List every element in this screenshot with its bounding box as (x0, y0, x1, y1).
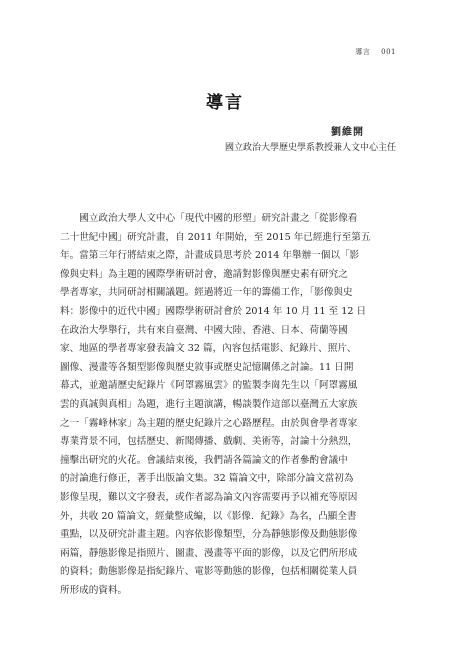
text-line: 料：影像中的近代中國」國際學術研討會於 2014 年 10 月 11 至 12 日 (60, 305, 367, 317)
text-line: 的資料；動態影像是指紀錄片、電影等動態的影像，包括相關從業人員 (60, 566, 358, 578)
text-line: 之一「霧峰林家」為主題的歷史紀錄片之心路歷程。由於與會學者專家 (60, 417, 358, 429)
page-number: 001 (381, 48, 396, 56)
running-header (355, 47, 396, 57)
text-line: 外，共收 20 篇論文，經彙整成編，以《影像．紀錄》為名，凸顯全書 (60, 510, 357, 522)
text-line: 國立政治大學人文中心「現代中國的形塑」研究計畫之「從影像看 (60, 213, 358, 224)
text-line: 雲的真誠與真相」為題，進行主題演講，暢談製作這部以臺灣五大家族 (60, 398, 358, 410)
text-line: 學者專家，共同研討相關議題。經過將近一年的籌備工作，「影像與史 (60, 287, 353, 299)
text-line: 所形成的資料。 (60, 584, 128, 596)
text-line: 的討論進行修正，著手出版論文集。32 篇論文中，除部分論文當初為 (60, 473, 354, 485)
chapter-title: 導言 (206, 93, 244, 113)
author-affiliation: 國立政治大學歷史學系教授兼人文中心主任 (224, 143, 396, 153)
author-name: 劉維開 (331, 127, 364, 138)
text-line: 影像呈現，難以文字發表，或作者認為論文內容需要再予以補充等原因 (60, 491, 358, 503)
text-line: 重點，以及研究計畫主題。內容依影像類型，分為靜態影像及動態影像 (60, 529, 358, 541)
text-line: 兩篇，靜態影像是指照片、圖畫、漫畫等平面的影像，以及它們所形成 (60, 547, 358, 559)
text-line: 撞擊出研究的火花。會議結束後，我們請各篇論文的作者參酌會議中 (60, 454, 348, 466)
text-line: 專業背景不同，包括歷史、新聞傳播、戲劇、美術等，討論十分熱烈， (60, 436, 358, 448)
text-line: 幕式，並邀請歷史紀錄片《阿罩霧風雲》的監製李崗先生以「阿罩霧風 (60, 380, 358, 392)
text-line: 在政治大學舉行，共有來自臺灣、中國大陸、香港、日本、荷蘭等國 (60, 324, 348, 336)
body-paragraph (60, 210, 392, 600)
text-line: 家、地區的學者專家發表論文 32 篇，內容包括電影、紀錄片、照片、 (60, 343, 357, 355)
text-line: 年。當第三年行將結束之際，計畫成員思考於 2014 年舉辦一個以「影 (60, 250, 360, 262)
text-line: 圖像、漫畫等各類型影像與歷史敘事或歷史記憶關係之討論。11 日開 (60, 361, 354, 373)
text-line: 像與史料」為主題的國際學術研討會，邀請對影像與歷史素有研究之 (60, 268, 348, 280)
running-header-section: 導言 (355, 48, 371, 56)
text-line: 二十世紀中國」研究計畫，自 2011 年開始，至 2015 年已經進行至第五 (60, 231, 371, 243)
